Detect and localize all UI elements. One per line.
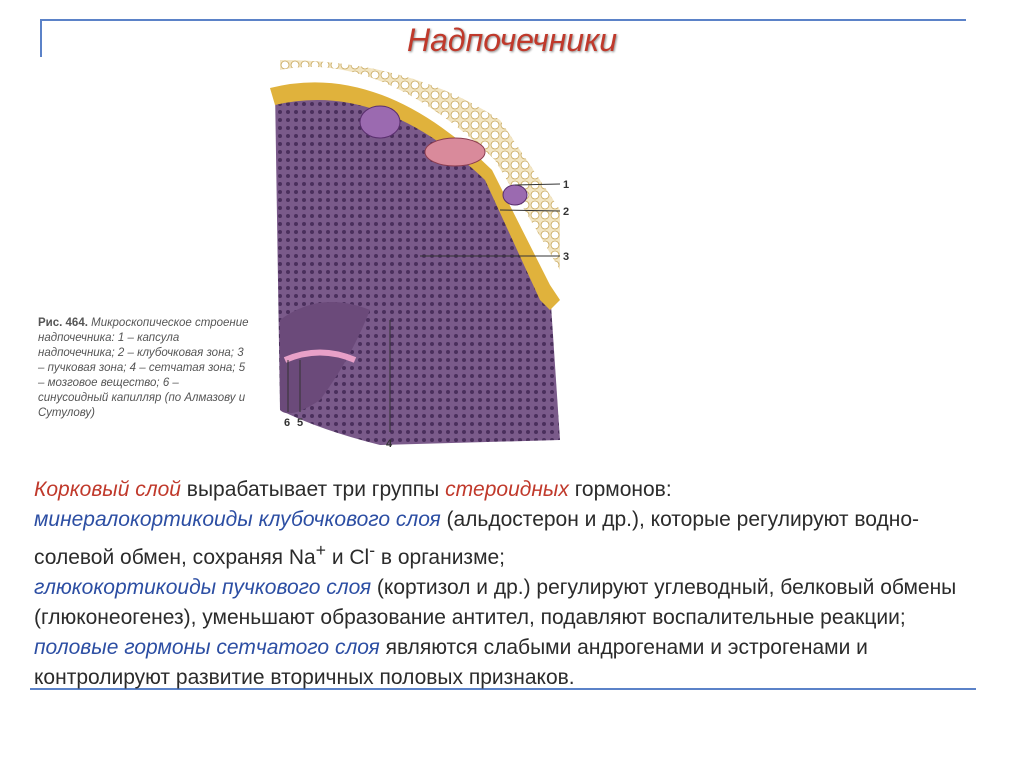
term-glucocorticoids: глюкокортикоиды пучкового слоя <box>34 576 372 599</box>
term-steroid: стероидных <box>445 478 569 501</box>
sup-plus: + <box>315 540 326 560</box>
marker-6: 6 <box>284 417 291 429</box>
marker-3: 3 <box>563 251 570 263</box>
vessel <box>360 106 400 138</box>
marker-2: 2 <box>563 206 570 218</box>
term-sex-hormones: половые гормоны сетчатого слоя <box>34 636 380 659</box>
figure-caption-text: Микроскопическое строение надпочечника: 1 – капсула надпочечника; 2 – клубочковая зона; 3 – пучковая зона; 4 – сетчатая зона; 5 – мозговое вещество; 6 – синусоидный капилляр (по Алмазову и Сутулову) <box>38 317 249 419</box>
vessel <box>503 185 527 205</box>
body-text-p2-mid: и Cl <box>325 546 370 569</box>
body-text-p2: (альдостерон и др.), которые регулируют водно-солевой обмен, сохраняя Na <box>34 508 920 569</box>
figure-caption-number: Рис. 464. <box>38 317 88 329</box>
body-text <box>34 475 994 693</box>
vessel <box>425 138 485 166</box>
body-text-p1-end: гормонов: <box>568 478 672 501</box>
slide-title: Надпочечники <box>407 22 617 58</box>
top-rule <box>40 19 966 21</box>
body-text-p1-mid: вырабатывает три группы <box>180 478 446 501</box>
sup-minus: - <box>369 540 376 560</box>
marker-4: 4 <box>386 438 393 450</box>
adrenal-histology-figure <box>260 60 580 460</box>
figure-caption <box>38 316 250 421</box>
term-mineralocorticoids: минералокортикоиды клубочкового слоя <box>34 508 441 531</box>
body-text-p2-end: в организме; <box>375 546 506 569</box>
body-text-p4: являются слабыми андрогенами и эстрогенами и контролируют развитие вторичных половых признаков. <box>34 636 868 689</box>
marker-5: 5 <box>297 417 304 429</box>
marker-1: 1 <box>563 179 570 191</box>
body-text-p3: (кортизол и др.) регулируют углеводный, белковый обмены (глюконеогенез), уменьшают образование антител, подавляют воспалительные реакции; <box>34 576 957 629</box>
term-cortex: Корковый слой <box>34 478 181 501</box>
